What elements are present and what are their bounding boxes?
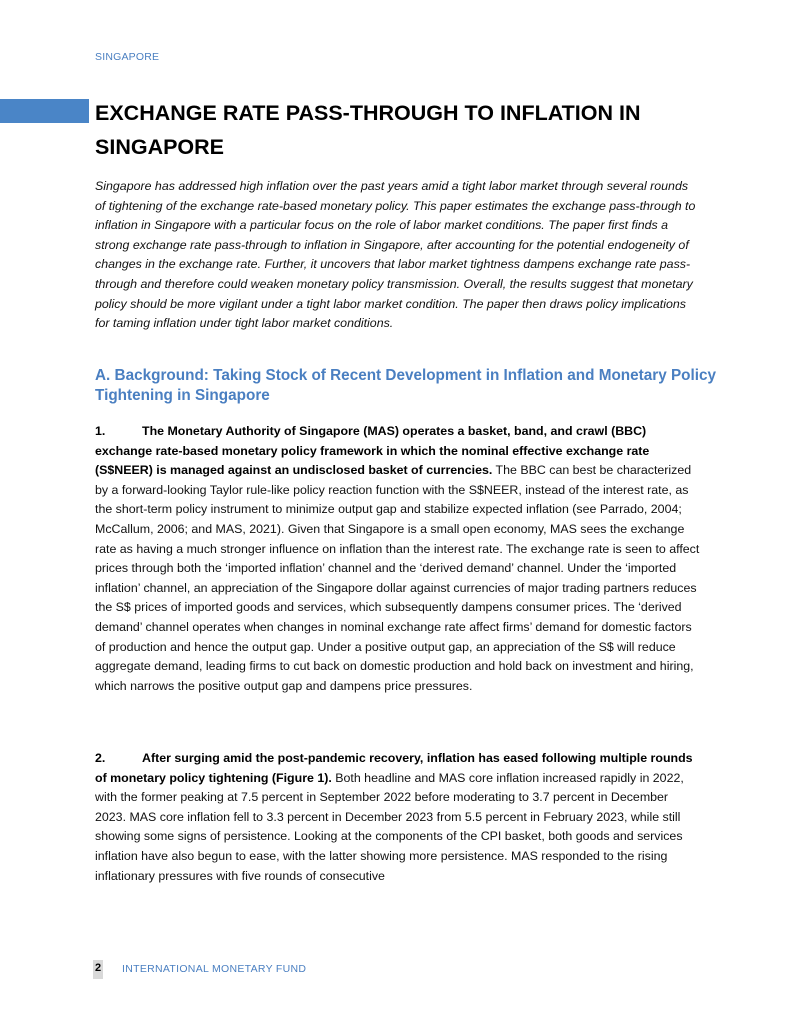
paragraph-lead: The Monetary Authority of Singapore (MAS) operates a basket, band, and crawl (BBC) exchange rate-based monetary policy framework in which the nominal effective exchange rate (S$NEER) is managed against an undisclosed basket of currencies.: [95, 424, 650, 478]
paragraph-body: Both headline and MAS core inflation increased rapidly in 2022, with the former peaking at 7.5 percent in September 2022 before moderating to 3.7 percent in December 2023. MAS core inflation fell to 3.3 percent in December 2023 from 5.5 percent in February 2023, while still showing some signs of persistence. Looking at the components of the CPI basket, both goods and services inflation have also begun to ease, with the latter showing more persistence. MAS responded to the rising inflationary pressures with five rounds of consecutive: [95, 770, 684, 883]
paragraph-lead: After surging amid the post-pandemic recovery, inflation has eased following multiple rounds of monetary policy tightening (Figure 1).: [95, 751, 693, 785]
paragraph-1: [95, 422, 700, 696]
paragraph-body: The BBC can best be characterized by a forward-looking Taylor rule-like policy reaction function with the S$NEER, instead of the interest rate, as the short-term policy instrument to minimize output gap and stabilize expected inflation (see Parrado, 2004; McCallum, 2006; and MAS, 2021). Given that Singapore is a small open economy, MAS sees the exchange rate as having a much stronger influence on inflation than the interest rate. The exchange rate is seen to affect prices through both the ‘imported inflation’ channel and the ‘derived demand’ channel. Under the ‘imported inflation’ channel, an appreciation of the Singapore dollar against currencies of major trading partners reduces the S$ prices of imported goods and services, which subsequently dampens consumer prices. The ‘derived demand’ channel operates when changes in nominal exchange rate affect firms’ demand for domestic factors of production and hence the output gap. Under a positive output gap, an appreciation of the S$ will reduce aggregate demand, leading firms to cut back on domestic production and hold back on investment and hiring, which narrows the positive output gap and dampens price pressures.: [95, 463, 700, 693]
section-heading: A. Background: Taking Stock of Recent Development in Inflation and Monetary Policy Tightening in Singapore: [95, 367, 717, 404]
title-accent-bar: [0, 99, 89, 123]
paragraph-number: 1.: [95, 424, 106, 438]
paper-title: EXCHANGE RATE PASS-THROUGH TO INFLATION IN SINGAPORE: [95, 101, 641, 159]
paragraph-2: [95, 749, 700, 886]
footer-label: INTERNATIONAL MONETARY FUND: [122, 963, 307, 975]
abstract: Singapore has addressed high inflation over the past years amid a tight labor market through several rounds of tightening of the exchange rate-based monetary policy. This paper estimates the exchange pass-through to inflation in Singapore with a particular focus on the role of labor market conditions. The paper first finds a strong exchange rate pass-through to inflation in Singapore, after accounting for the potential endogeneity of changes in the exchange rate. Further, it uncovers that labor market tightness dampens exchange rate pass-through and therefore could weaken monetary policy transmission. Overall, the results suggest that monetary policy should be more vigilant under a tight labor market condition. The paper then draws policy implications for taming inflation under tight labor market conditions.: [95, 179, 696, 331]
page-number: 2: [95, 962, 102, 974]
running-head: SINGAPORE: [95, 51, 160, 63]
paragraph-number: 2.: [95, 751, 106, 765]
